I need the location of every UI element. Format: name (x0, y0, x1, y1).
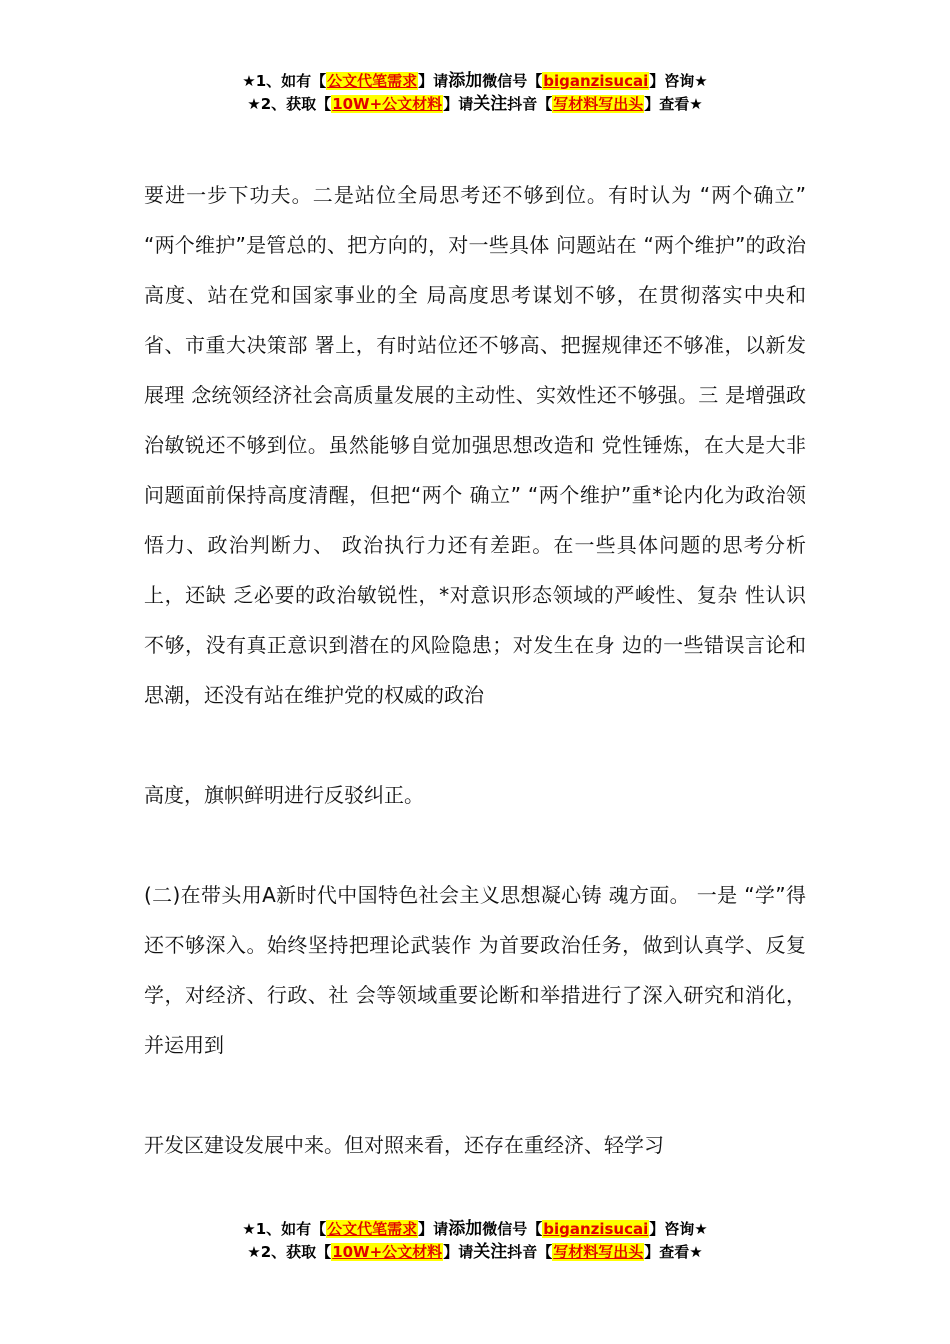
banner-highlight: 写材料写出头 (553, 95, 644, 113)
banner-emphasis: 添加 (448, 71, 483, 91)
banner-text: 】咨询★ (649, 72, 708, 90)
banner-text: 】请 (418, 72, 449, 90)
banner-text: 抖音【 (507, 95, 553, 113)
banner-text: 】请 (443, 95, 474, 113)
banner-emphasis: 关注 (473, 94, 508, 114)
banner-text: 】咨询★ (649, 1220, 708, 1238)
paragraph: 要进一步下功夫。二是站位全局思考还不够到位。有时认为 “两个确立” “两个维护”是管总的、把方向的，对一些具体 问题站在 “两个维护”的政治高度、站在党和国家事业的全 局高度思考谋划不够，在贯彻落实中央和省、市重大决策部 署上，有时站位还不够高、把握规律还不够准，以新发展理 念统领经济社会高质量发展的主动性、实效性还不够强。三 是增强政治敏锐还不够到位。虽然能够自觉加强思想改造和 党性锤炼，在大是大非问题面前保持高度清醒，但把“两个 确立” “两个维护”重*论内化为政治领悟力、政治判断力、 政治执行力还有差距。在一些具体问题的思考分析上，还缺 乏必要的政治敏锐性，*对意识形态领域的严峻性、复杂 性认识不够，没有真正意识到潜在的风险隐患；对发生在身 边的一些错误言论和思潮，还没有站在维护党的权威的政治 (144, 183, 806, 707)
banner-text: ★1、如有【 (242, 1220, 327, 1238)
banner-text: 抖音【 (507, 1243, 553, 1261)
banner-highlight: 10W+公文材料 (332, 95, 443, 113)
banner-highlight: 10W+公文材料 (332, 1243, 443, 1261)
banner-line-1 (0, 1218, 950, 1241)
banner-text: ★2、获取【 (247, 95, 332, 113)
banner-highlight: biganzisucai (543, 1220, 649, 1238)
banner-text: 】请 (443, 1243, 474, 1261)
banner-text: 】查看★ (644, 95, 703, 113)
header-banner (0, 70, 950, 116)
banner-highlight: 写材料写出头 (553, 1243, 644, 1261)
banner-emphasis: 关注 (473, 1242, 508, 1262)
banner-highlight: 公文代笔需求 (327, 1220, 418, 1238)
paragraph: (二)在带头用A新时代中国特色社会主义思想凝心铸 魂方面。 一是 “学”得还不够深入。始终坚持把理论武装作 为首要政治任务，做到认真学、反复学，对经济、行政、社 会等领域重要论断和举措进行了深入研究和消化，并运用到 (144, 883, 806, 1057)
footer-banner (0, 1218, 950, 1264)
banner-text: ★2、获取【 (247, 1243, 332, 1261)
paragraph: 开发区建设发展中来。但对照来看，还存在重经济、轻学习 (144, 1133, 664, 1157)
banner-line-2 (0, 1241, 950, 1264)
banner-text: 】查看★ (644, 1243, 703, 1261)
banner-text: ★1、如有【 (242, 72, 327, 90)
banner-highlight: biganzisucai (543, 72, 649, 90)
document-body (144, 170, 806, 1170)
banner-text: 】请 (418, 1220, 449, 1238)
paragraph: 高度，旗帜鲜明进行反驳纠正。 (144, 783, 424, 807)
banner-text: 微信号【 (482, 1220, 543, 1238)
banner-line-2 (0, 93, 950, 116)
banner-highlight: 公文代笔需求 (327, 72, 418, 90)
banner-line-1 (0, 70, 950, 93)
banner-emphasis: 添加 (448, 1219, 483, 1239)
banner-text: 微信号【 (482, 72, 543, 90)
